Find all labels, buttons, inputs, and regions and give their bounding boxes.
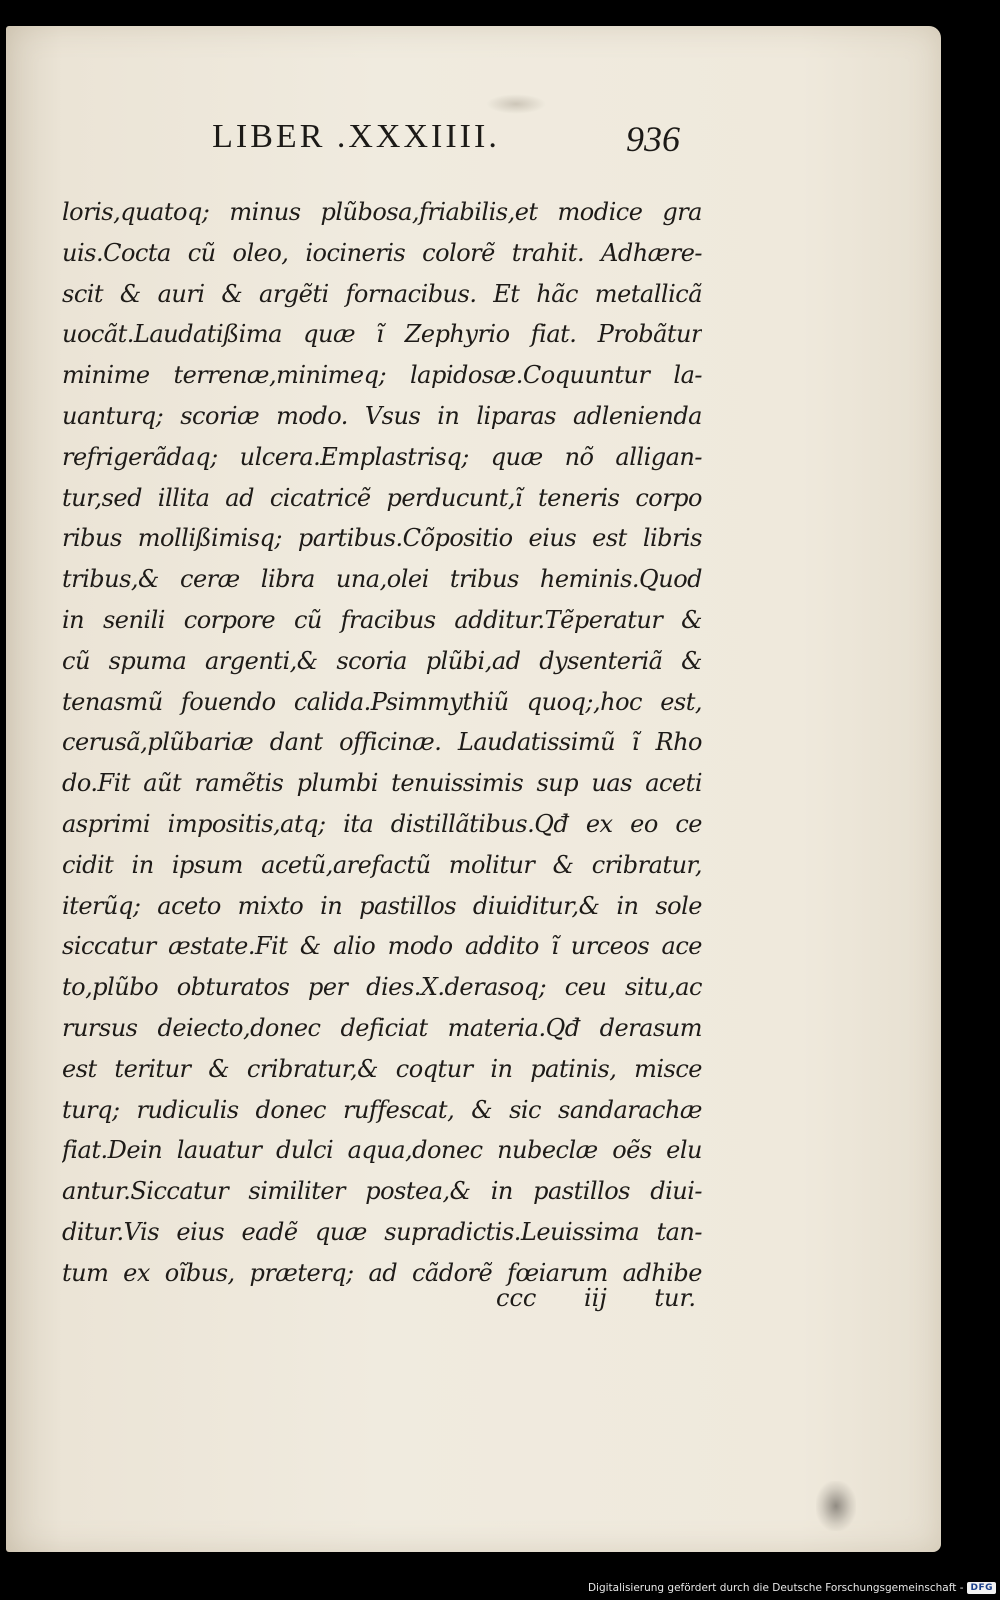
text-line: iterũq; aceto mixto in pastillos diuiditur,& in sole <box>62 891 702 920</box>
text-line: tur,sed illita ad cicatricẽ perducunt,ĩ teneris corpo <box>62 483 702 512</box>
page-number: 936 <box>626 119 680 159</box>
text-line: to,plũbo obturatos per dies.X.derasoq; ceu situ,ac <box>62 973 702 1002</box>
text-line: turq; rudiculis donec ruffescat, & sic sandarachæ <box>62 1095 702 1124</box>
text-line: est teritur & cribratur,& coqtur in patinis, misce <box>62 1054 702 1083</box>
text-line: asprimi impositis,atq; ita distillãtibus.Qđ ex eo ce <box>62 809 702 838</box>
text-line: loris,quatoq; minus plũbosa,friabilis,et modice gra <box>62 198 702 226</box>
text-line: refrigerãdaq; ulcera.Emplastrisq; quæ nõ alligan- <box>62 442 702 471</box>
text-line: tum ex oĩbus, præterq; ad cãdorẽ fœiarum adhibe <box>62 1258 702 1287</box>
page-header <box>6 118 941 168</box>
text-line: fiat.Dein lauatur dulci aqua,donec nubeclæ oẽs elu <box>62 1136 702 1165</box>
dfg-logo: DFG <box>967 1582 996 1594</box>
text-line: in senili corpore cũ fracibus additur.Tẽperatur & <box>62 605 702 634</box>
text-line: minime terrenæ,minimeq; lapidosæ.Coquuntur la- <box>62 361 702 390</box>
running-title: LIBER .XXXIIII. <box>212 118 500 155</box>
text-line: tribus,& ceræ libra una,olei tribus heminis.Quod <box>62 565 702 594</box>
text-line: uanturq; scoriæ modo. Vsus in liparas adlenienda <box>62 401 702 430</box>
text-line: siccatur æstate.Fit & alio modo addito ĩ urceos ace <box>62 932 702 961</box>
text-line: cidit in ipsum acetũ,arefactũ molitur & cribratur, <box>62 850 702 879</box>
text-line: ribus mollißimisq; partibus.Cõpositio eius est libris <box>62 524 702 553</box>
catchword: tur. <box>654 1284 696 1312</box>
page-footer <box>496 1284 696 1312</box>
text-line: rursus deiecto,donec deficiat materia.Qđ derasum <box>62 1013 702 1042</box>
signature-mark: ccc <box>496 1284 537 1312</box>
text-line: do.Fit aũt ramẽtis plumbi tenuissimis sup uas aceti <box>62 769 702 798</box>
digitization-credit <box>588 1580 996 1596</box>
text-line: uocãt.Laudatißima quæ ĩ Zephyrio fiat. Probãtur <box>62 320 702 349</box>
text-line: antur.Siccatur similiter postea,& in pastillos diui- <box>62 1177 702 1206</box>
ink-smudge <box>816 1481 856 1531</box>
ink-mark <box>486 94 546 114</box>
text-line: cũ spuma argenti,& scoria plũbi,ad dysenteriã & <box>62 646 702 675</box>
text-line: uis.Cocta cũ oleo, iocineris colorẽ trahit. Adhære- <box>62 238 702 267</box>
book-page <box>6 26 941 1552</box>
text-line: ditur.Vis eius eadẽ quæ supradictis.Leuissima tan- <box>62 1217 702 1246</box>
text-line: scit & auri & argẽti fornacibus. Et hãc metallicã <box>62 279 702 308</box>
text-line: cerusã,plũbariæ dant officinæ. Laudatissimũ ĩ Rho <box>62 728 702 757</box>
body-text <box>62 192 702 1294</box>
credit-text: Digitalisierung gefördert durch die Deutsche Forschungsgemeinschaft - <box>587 1582 964 1594</box>
text-line: tenasmũ fouendo calida.Psimmythiũ quoq;,hoc est, <box>62 687 702 716</box>
signature-number: iij <box>583 1284 607 1312</box>
